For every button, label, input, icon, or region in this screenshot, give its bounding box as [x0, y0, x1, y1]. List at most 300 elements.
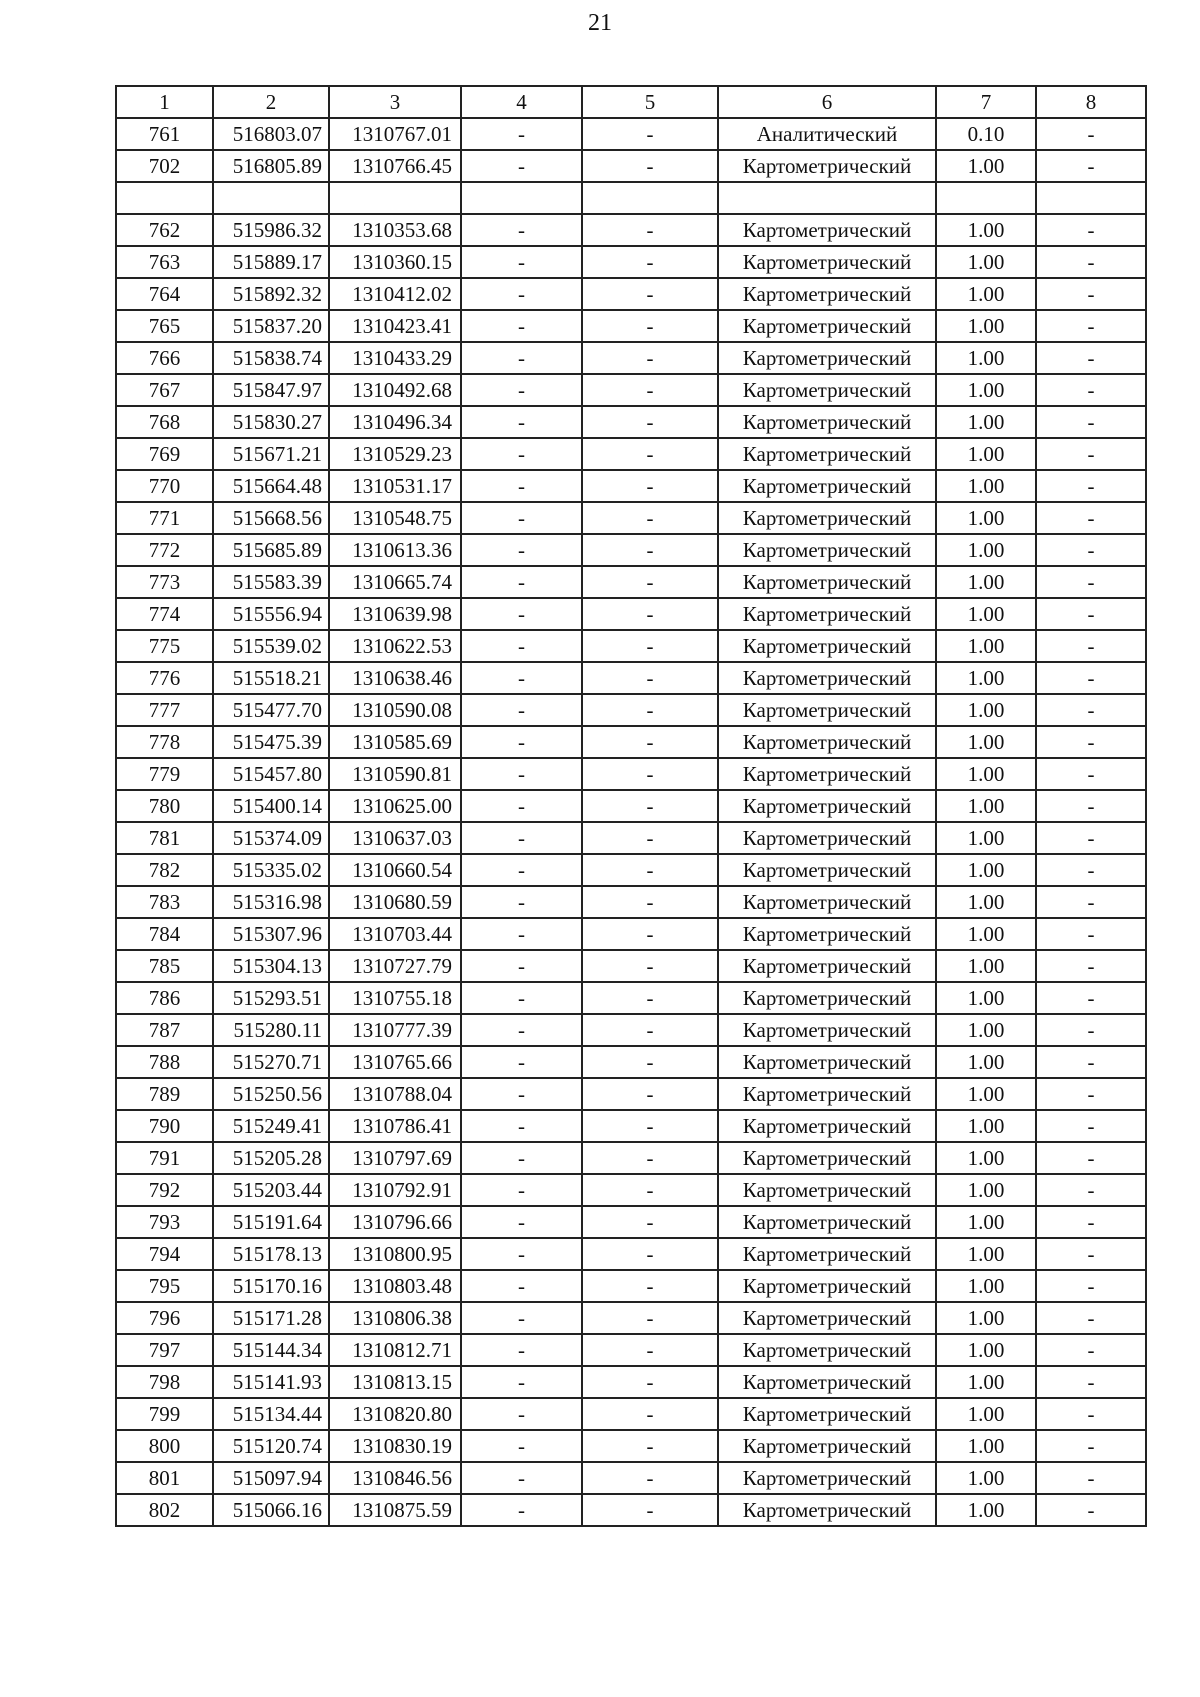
point-number-cell: 779	[116, 758, 213, 790]
col8-cell: -	[1036, 150, 1146, 182]
col5-cell: -	[582, 310, 718, 342]
col5-cell: -	[582, 1206, 718, 1238]
col8-cell: -	[1036, 1142, 1146, 1174]
x-coordinate-cell: 515847.97	[213, 374, 329, 406]
table-row	[116, 374, 1146, 406]
method-cell: Картометрический	[718, 1014, 936, 1046]
y-coordinate-cell: 1310638.46	[329, 662, 461, 694]
accuracy-cell: 1.00	[936, 822, 1036, 854]
method-cell: Картометрический	[718, 630, 936, 662]
accuracy-cell: 1.00	[936, 1014, 1036, 1046]
accuracy-cell: 1.00	[936, 1046, 1036, 1078]
y-coordinate-cell: 1310496.34	[329, 406, 461, 438]
accuracy-cell: 1.00	[936, 310, 1036, 342]
table-row	[116, 1110, 1146, 1142]
table-row	[116, 246, 1146, 278]
x-coordinate-cell: 515838.74	[213, 342, 329, 374]
y-coordinate-cell: 1310875.59	[329, 1494, 461, 1526]
y-coordinate-cell: 1310788.04	[329, 1078, 461, 1110]
x-coordinate-cell: 515250.56	[213, 1078, 329, 1110]
accuracy-cell: 1.00	[936, 566, 1036, 598]
y-coordinate-cell: 1310800.95	[329, 1238, 461, 1270]
point-number-cell: 769	[116, 438, 213, 470]
x-coordinate-cell: 515889.17	[213, 246, 329, 278]
y-coordinate-cell: 1310765.66	[329, 1046, 461, 1078]
col8-cell: -	[1036, 1302, 1146, 1334]
accuracy-cell: 1.00	[936, 150, 1036, 182]
x-coordinate-cell: 516803.07	[213, 118, 329, 150]
col8-cell: -	[1036, 1398, 1146, 1430]
point-number-cell: 801	[116, 1462, 213, 1494]
table-row	[116, 310, 1146, 342]
col4-cell: -	[461, 1398, 582, 1430]
col5-cell: -	[582, 1398, 718, 1430]
header-cell: 8	[1036, 86, 1146, 118]
col4-cell: -	[461, 1014, 582, 1046]
y-coordinate-cell: 1310766.45	[329, 150, 461, 182]
point-number-cell: 798	[116, 1366, 213, 1398]
y-coordinate-cell: 1310680.59	[329, 886, 461, 918]
col8-cell: -	[1036, 534, 1146, 566]
table-row	[116, 118, 1146, 150]
table-row	[116, 566, 1146, 598]
table-row	[116, 534, 1146, 566]
y-coordinate-cell: 1310531.17	[329, 470, 461, 502]
accuracy-cell: 1.00	[936, 342, 1036, 374]
point-number-cell: 782	[116, 854, 213, 886]
col5-cell: -	[582, 118, 718, 150]
method-cell: Картометрический	[718, 1174, 936, 1206]
table-row	[116, 1238, 1146, 1270]
accuracy-cell: 1.00	[936, 598, 1036, 630]
col4-cell: -	[461, 502, 582, 534]
col4-cell: -	[461, 1046, 582, 1078]
table-row	[116, 1174, 1146, 1206]
col8-cell: -	[1036, 822, 1146, 854]
point-number-cell: 778	[116, 726, 213, 758]
y-coordinate-cell: 1310548.75	[329, 502, 461, 534]
col8-cell: -	[1036, 214, 1146, 246]
col8-cell: -	[1036, 790, 1146, 822]
point-number-cell: 784	[116, 918, 213, 950]
y-coordinate-cell: 1310625.00	[329, 790, 461, 822]
table-row	[116, 758, 1146, 790]
table-body	[116, 86, 1146, 1526]
col8-cell: -	[1036, 630, 1146, 662]
point-number-cell: 787	[116, 1014, 213, 1046]
table-row	[116, 790, 1146, 822]
accuracy-cell: 1.00	[936, 278, 1036, 310]
accuracy-cell: 1.00	[936, 790, 1036, 822]
col4-cell: -	[461, 1206, 582, 1238]
table-row	[116, 982, 1146, 1014]
method-cell: Картометрический	[718, 246, 936, 278]
col4-cell: -	[461, 438, 582, 470]
x-coordinate-cell: 515664.48	[213, 470, 329, 502]
method-cell: Картометрический	[718, 406, 936, 438]
method-cell: Картометрический	[718, 214, 936, 246]
col5-cell: -	[582, 822, 718, 854]
col4-cell: -	[461, 1302, 582, 1334]
x-coordinate-cell: 515293.51	[213, 982, 329, 1014]
col5-cell: -	[582, 374, 718, 406]
col8-cell: -	[1036, 278, 1146, 310]
accuracy-cell: 1.00	[936, 1462, 1036, 1494]
y-coordinate-cell: 1310786.41	[329, 1110, 461, 1142]
col8-cell: -	[1036, 1334, 1146, 1366]
point-number-cell: 767	[116, 374, 213, 406]
x-coordinate-cell: 515583.39	[213, 566, 329, 598]
x-coordinate-cell: 516805.89	[213, 150, 329, 182]
header-cell: 2	[213, 86, 329, 118]
col4-cell: -	[461, 918, 582, 950]
y-coordinate-cell: 1310585.69	[329, 726, 461, 758]
col4-cell: -	[461, 278, 582, 310]
x-coordinate-cell: 515830.27	[213, 406, 329, 438]
method-cell: Картометрический	[718, 1238, 936, 1270]
method-cell: Картометрический	[718, 758, 936, 790]
x-coordinate-cell: 515374.09	[213, 822, 329, 854]
col5-cell: -	[582, 470, 718, 502]
accuracy-cell: 1.00	[936, 1110, 1036, 1142]
col8-cell: -	[1036, 438, 1146, 470]
col8-cell: -	[1036, 1174, 1146, 1206]
col5-cell: -	[582, 790, 718, 822]
col8-cell: -	[1036, 1366, 1146, 1398]
point-number-cell: 770	[116, 470, 213, 502]
table-row	[116, 342, 1146, 374]
col4-cell: -	[461, 598, 582, 630]
x-coordinate-cell: 515066.16	[213, 1494, 329, 1526]
point-number-cell: 793	[116, 1206, 213, 1238]
table-row	[116, 1270, 1146, 1302]
y-coordinate-cell: 1310830.19	[329, 1430, 461, 1462]
col5-cell: -	[582, 982, 718, 1014]
point-number-cell: 702	[116, 150, 213, 182]
col5-cell: -	[582, 598, 718, 630]
page-number: 21	[588, 10, 612, 36]
table-row	[116, 918, 1146, 950]
method-cell: Картометрический	[718, 854, 936, 886]
y-coordinate-cell: 1310660.54	[329, 854, 461, 886]
point-number-cell: 799	[116, 1398, 213, 1430]
accuracy-cell: 1.00	[936, 1078, 1036, 1110]
col8-cell: -	[1036, 1494, 1146, 1526]
x-coordinate-cell: 515171.28	[213, 1302, 329, 1334]
col5-cell: -	[582, 246, 718, 278]
x-coordinate-cell: 515668.56	[213, 502, 329, 534]
point-number-cell: 796	[116, 1302, 213, 1334]
accuracy-cell: 1.00	[936, 950, 1036, 982]
col5-cell: -	[582, 278, 718, 310]
col5-cell: -	[582, 630, 718, 662]
x-coordinate-cell: 515141.93	[213, 1366, 329, 1398]
point-number-cell: 785	[116, 950, 213, 982]
y-coordinate-cell: 1310613.36	[329, 534, 461, 566]
col5-cell: -	[582, 886, 718, 918]
y-coordinate-cell: 1310703.44	[329, 918, 461, 950]
col5-cell: -	[582, 1174, 718, 1206]
col8-cell: -	[1036, 726, 1146, 758]
accuracy-cell: 1.00	[936, 406, 1036, 438]
col4-cell: -	[461, 246, 582, 278]
accuracy-cell: 1.00	[936, 1334, 1036, 1366]
col4-cell: -	[461, 950, 582, 982]
table-row	[116, 822, 1146, 854]
method-cell: Картометрический	[718, 950, 936, 982]
y-coordinate-cell: 1310803.48	[329, 1270, 461, 1302]
col5-cell: -	[582, 726, 718, 758]
col8-cell: -	[1036, 1078, 1146, 1110]
point-number-cell: 771	[116, 502, 213, 534]
col4-cell: -	[461, 118, 582, 150]
y-coordinate-cell: 1310360.15	[329, 246, 461, 278]
point-number-cell: 788	[116, 1046, 213, 1078]
point-number-cell: 786	[116, 982, 213, 1014]
col4-cell: -	[461, 886, 582, 918]
y-coordinate-cell: 1310412.02	[329, 278, 461, 310]
method-cell: Картометрический	[718, 918, 936, 950]
point-number-cell: 761	[116, 118, 213, 150]
table-row	[116, 1494, 1146, 1526]
x-coordinate-cell: 515316.98	[213, 886, 329, 918]
point-number-cell: 797	[116, 1334, 213, 1366]
x-coordinate-cell: 515400.14	[213, 790, 329, 822]
method-cell: Картометрический	[718, 1398, 936, 1430]
col5-cell: -	[582, 1366, 718, 1398]
col5-cell: -	[582, 342, 718, 374]
col4-cell: -	[461, 662, 582, 694]
table-row	[116, 854, 1146, 886]
col4-cell: -	[461, 470, 582, 502]
point-number-cell: 791	[116, 1142, 213, 1174]
x-coordinate-cell: 515556.94	[213, 598, 329, 630]
col8-cell	[1036, 182, 1146, 214]
point-number-cell: 780	[116, 790, 213, 822]
method-cell: Картометрический	[718, 438, 936, 470]
point-number-cell: 790	[116, 1110, 213, 1142]
accuracy-cell: 1.00	[936, 1302, 1036, 1334]
method-cell: Картометрический	[718, 790, 936, 822]
accuracy-cell: 1.00	[936, 918, 1036, 950]
x-coordinate-cell: 515203.44	[213, 1174, 329, 1206]
method-cell: Картометрический	[718, 566, 936, 598]
col8-cell: -	[1036, 342, 1146, 374]
col8-cell: -	[1036, 918, 1146, 950]
y-coordinate-cell: 1310777.39	[329, 1014, 461, 1046]
col8-cell: -	[1036, 950, 1146, 982]
point-number-cell: 766	[116, 342, 213, 374]
accuracy-cell: 1.00	[936, 694, 1036, 726]
col5-cell: -	[582, 534, 718, 566]
y-coordinate-cell: 1310727.79	[329, 950, 461, 982]
point-number-cell: 774	[116, 598, 213, 630]
x-coordinate-cell: 515539.02	[213, 630, 329, 662]
x-coordinate-cell: 515518.21	[213, 662, 329, 694]
col4-cell: -	[461, 822, 582, 854]
col8-cell: -	[1036, 982, 1146, 1014]
method-cell: Картометрический	[718, 1462, 936, 1494]
y-coordinate-cell	[329, 182, 461, 214]
table-row	[116, 630, 1146, 662]
method-cell: Картометрический	[718, 150, 936, 182]
point-number-cell: 768	[116, 406, 213, 438]
table-row	[116, 1398, 1146, 1430]
y-coordinate-cell: 1310353.68	[329, 214, 461, 246]
y-coordinate-cell: 1310590.81	[329, 758, 461, 790]
accuracy-cell: 1.00	[936, 1366, 1036, 1398]
col8-cell: -	[1036, 598, 1146, 630]
table-row	[116, 1302, 1146, 1334]
col5-cell: -	[582, 438, 718, 470]
x-coordinate-cell: 515280.11	[213, 1014, 329, 1046]
y-coordinate-cell: 1310590.08	[329, 694, 461, 726]
col4-cell: -	[461, 1334, 582, 1366]
method-cell: Картометрический	[718, 1430, 936, 1462]
table-row	[116, 886, 1146, 918]
point-number-cell: 777	[116, 694, 213, 726]
table-row	[116, 662, 1146, 694]
method-cell: Картометрический	[718, 662, 936, 694]
col5-cell: -	[582, 918, 718, 950]
point-number-cell: 772	[116, 534, 213, 566]
col5-cell: -	[582, 1462, 718, 1494]
accuracy-cell: 1.00	[936, 1174, 1036, 1206]
col8-cell: -	[1036, 694, 1146, 726]
accuracy-cell: 1.00	[936, 854, 1036, 886]
accuracy-cell: 1.00	[936, 1430, 1036, 1462]
col8-cell: -	[1036, 1110, 1146, 1142]
y-coordinate-cell: 1310813.15	[329, 1366, 461, 1398]
x-coordinate-cell: 515134.44	[213, 1398, 329, 1430]
table-row	[116, 470, 1146, 502]
y-coordinate-cell: 1310529.23	[329, 438, 461, 470]
point-number-cell: 781	[116, 822, 213, 854]
accuracy-cell: 1.00	[936, 630, 1036, 662]
y-coordinate-cell: 1310806.38	[329, 1302, 461, 1334]
x-coordinate-cell: 515120.74	[213, 1430, 329, 1462]
col5-cell: -	[582, 1110, 718, 1142]
point-number-cell: 775	[116, 630, 213, 662]
y-coordinate-cell: 1310755.18	[329, 982, 461, 1014]
accuracy-cell: 0.10	[936, 118, 1036, 150]
method-cell: Картометрический	[718, 470, 936, 502]
col5-cell: -	[582, 950, 718, 982]
method-cell: Картометрический	[718, 726, 936, 758]
col5-cell: -	[582, 502, 718, 534]
accuracy-cell: 1.00	[936, 1398, 1036, 1430]
header-cell: 7	[936, 86, 1036, 118]
method-cell: Картометрический	[718, 1078, 936, 1110]
method-cell: Картометрический	[718, 1334, 936, 1366]
point-number-cell: 802	[116, 1494, 213, 1526]
table-row	[116, 150, 1146, 182]
accuracy-cell: 1.00	[936, 246, 1036, 278]
col5-cell: -	[582, 758, 718, 790]
point-number-cell: 792	[116, 1174, 213, 1206]
point-number-cell: 763	[116, 246, 213, 278]
x-coordinate-cell: 515892.32	[213, 278, 329, 310]
table-row	[116, 726, 1146, 758]
col5-cell: -	[582, 214, 718, 246]
x-coordinate-cell: 515475.39	[213, 726, 329, 758]
y-coordinate-cell: 1310622.53	[329, 630, 461, 662]
table-row	[116, 694, 1146, 726]
table-row	[116, 438, 1146, 470]
table-row	[116, 1462, 1146, 1494]
x-coordinate-cell: 515270.71	[213, 1046, 329, 1078]
col8-cell: -	[1036, 118, 1146, 150]
col4-cell: -	[461, 150, 582, 182]
method-cell: Картометрический	[718, 310, 936, 342]
header-cell: 3	[329, 86, 461, 118]
method-cell: Картометрический	[718, 1046, 936, 1078]
col5-cell: -	[582, 1302, 718, 1334]
accuracy-cell: 1.00	[936, 1142, 1036, 1174]
accuracy-cell: 1.00	[936, 374, 1036, 406]
x-coordinate-cell: 515304.13	[213, 950, 329, 982]
method-cell: Аналитический	[718, 118, 936, 150]
y-coordinate-cell: 1310812.71	[329, 1334, 461, 1366]
accuracy-cell: 1.00	[936, 470, 1036, 502]
coordinates-table	[115, 85, 1147, 1527]
col5-cell: -	[582, 1334, 718, 1366]
y-coordinate-cell: 1310796.66	[329, 1206, 461, 1238]
point-number-cell: 776	[116, 662, 213, 694]
y-coordinate-cell: 1310665.74	[329, 566, 461, 598]
method-cell	[718, 182, 936, 214]
method-cell: Картометрический	[718, 598, 936, 630]
col5-cell: -	[582, 1270, 718, 1302]
col4-cell: -	[461, 1270, 582, 1302]
method-cell: Картометрический	[718, 1366, 936, 1398]
y-coordinate-cell: 1310423.41	[329, 310, 461, 342]
header-cell: 6	[718, 86, 936, 118]
table-row	[116, 1078, 1146, 1110]
x-coordinate-cell: 515144.34	[213, 1334, 329, 1366]
x-coordinate-cell: 515191.64	[213, 1206, 329, 1238]
accuracy-cell: 1.00	[936, 726, 1036, 758]
accuracy-cell: 1.00	[936, 662, 1036, 694]
col5-cell: -	[582, 1494, 718, 1526]
x-coordinate-cell: 515335.02	[213, 854, 329, 886]
x-coordinate-cell: 515457.80	[213, 758, 329, 790]
x-coordinate-cell: 515097.94	[213, 1462, 329, 1494]
col4-cell: -	[461, 406, 582, 438]
table-row	[116, 598, 1146, 630]
x-coordinate-cell	[213, 182, 329, 214]
y-coordinate-cell: 1310846.56	[329, 1462, 461, 1494]
col4-cell: -	[461, 1494, 582, 1526]
col4-cell: -	[461, 1462, 582, 1494]
col4-cell: -	[461, 694, 582, 726]
col4-cell	[461, 182, 582, 214]
col4-cell: -	[461, 1366, 582, 1398]
header-cell: 1	[116, 86, 213, 118]
point-number-cell: 794	[116, 1238, 213, 1270]
table-row	[116, 1206, 1146, 1238]
accuracy-cell: 1.00	[936, 502, 1036, 534]
y-coordinate-cell: 1310639.98	[329, 598, 461, 630]
col8-cell: -	[1036, 246, 1146, 278]
method-cell: Картометрический	[718, 694, 936, 726]
col5-cell: -	[582, 1238, 718, 1270]
x-coordinate-cell: 515307.96	[213, 918, 329, 950]
col4-cell: -	[461, 854, 582, 886]
table-row	[116, 1366, 1146, 1398]
x-coordinate-cell: 515986.32	[213, 214, 329, 246]
col8-cell: -	[1036, 1270, 1146, 1302]
